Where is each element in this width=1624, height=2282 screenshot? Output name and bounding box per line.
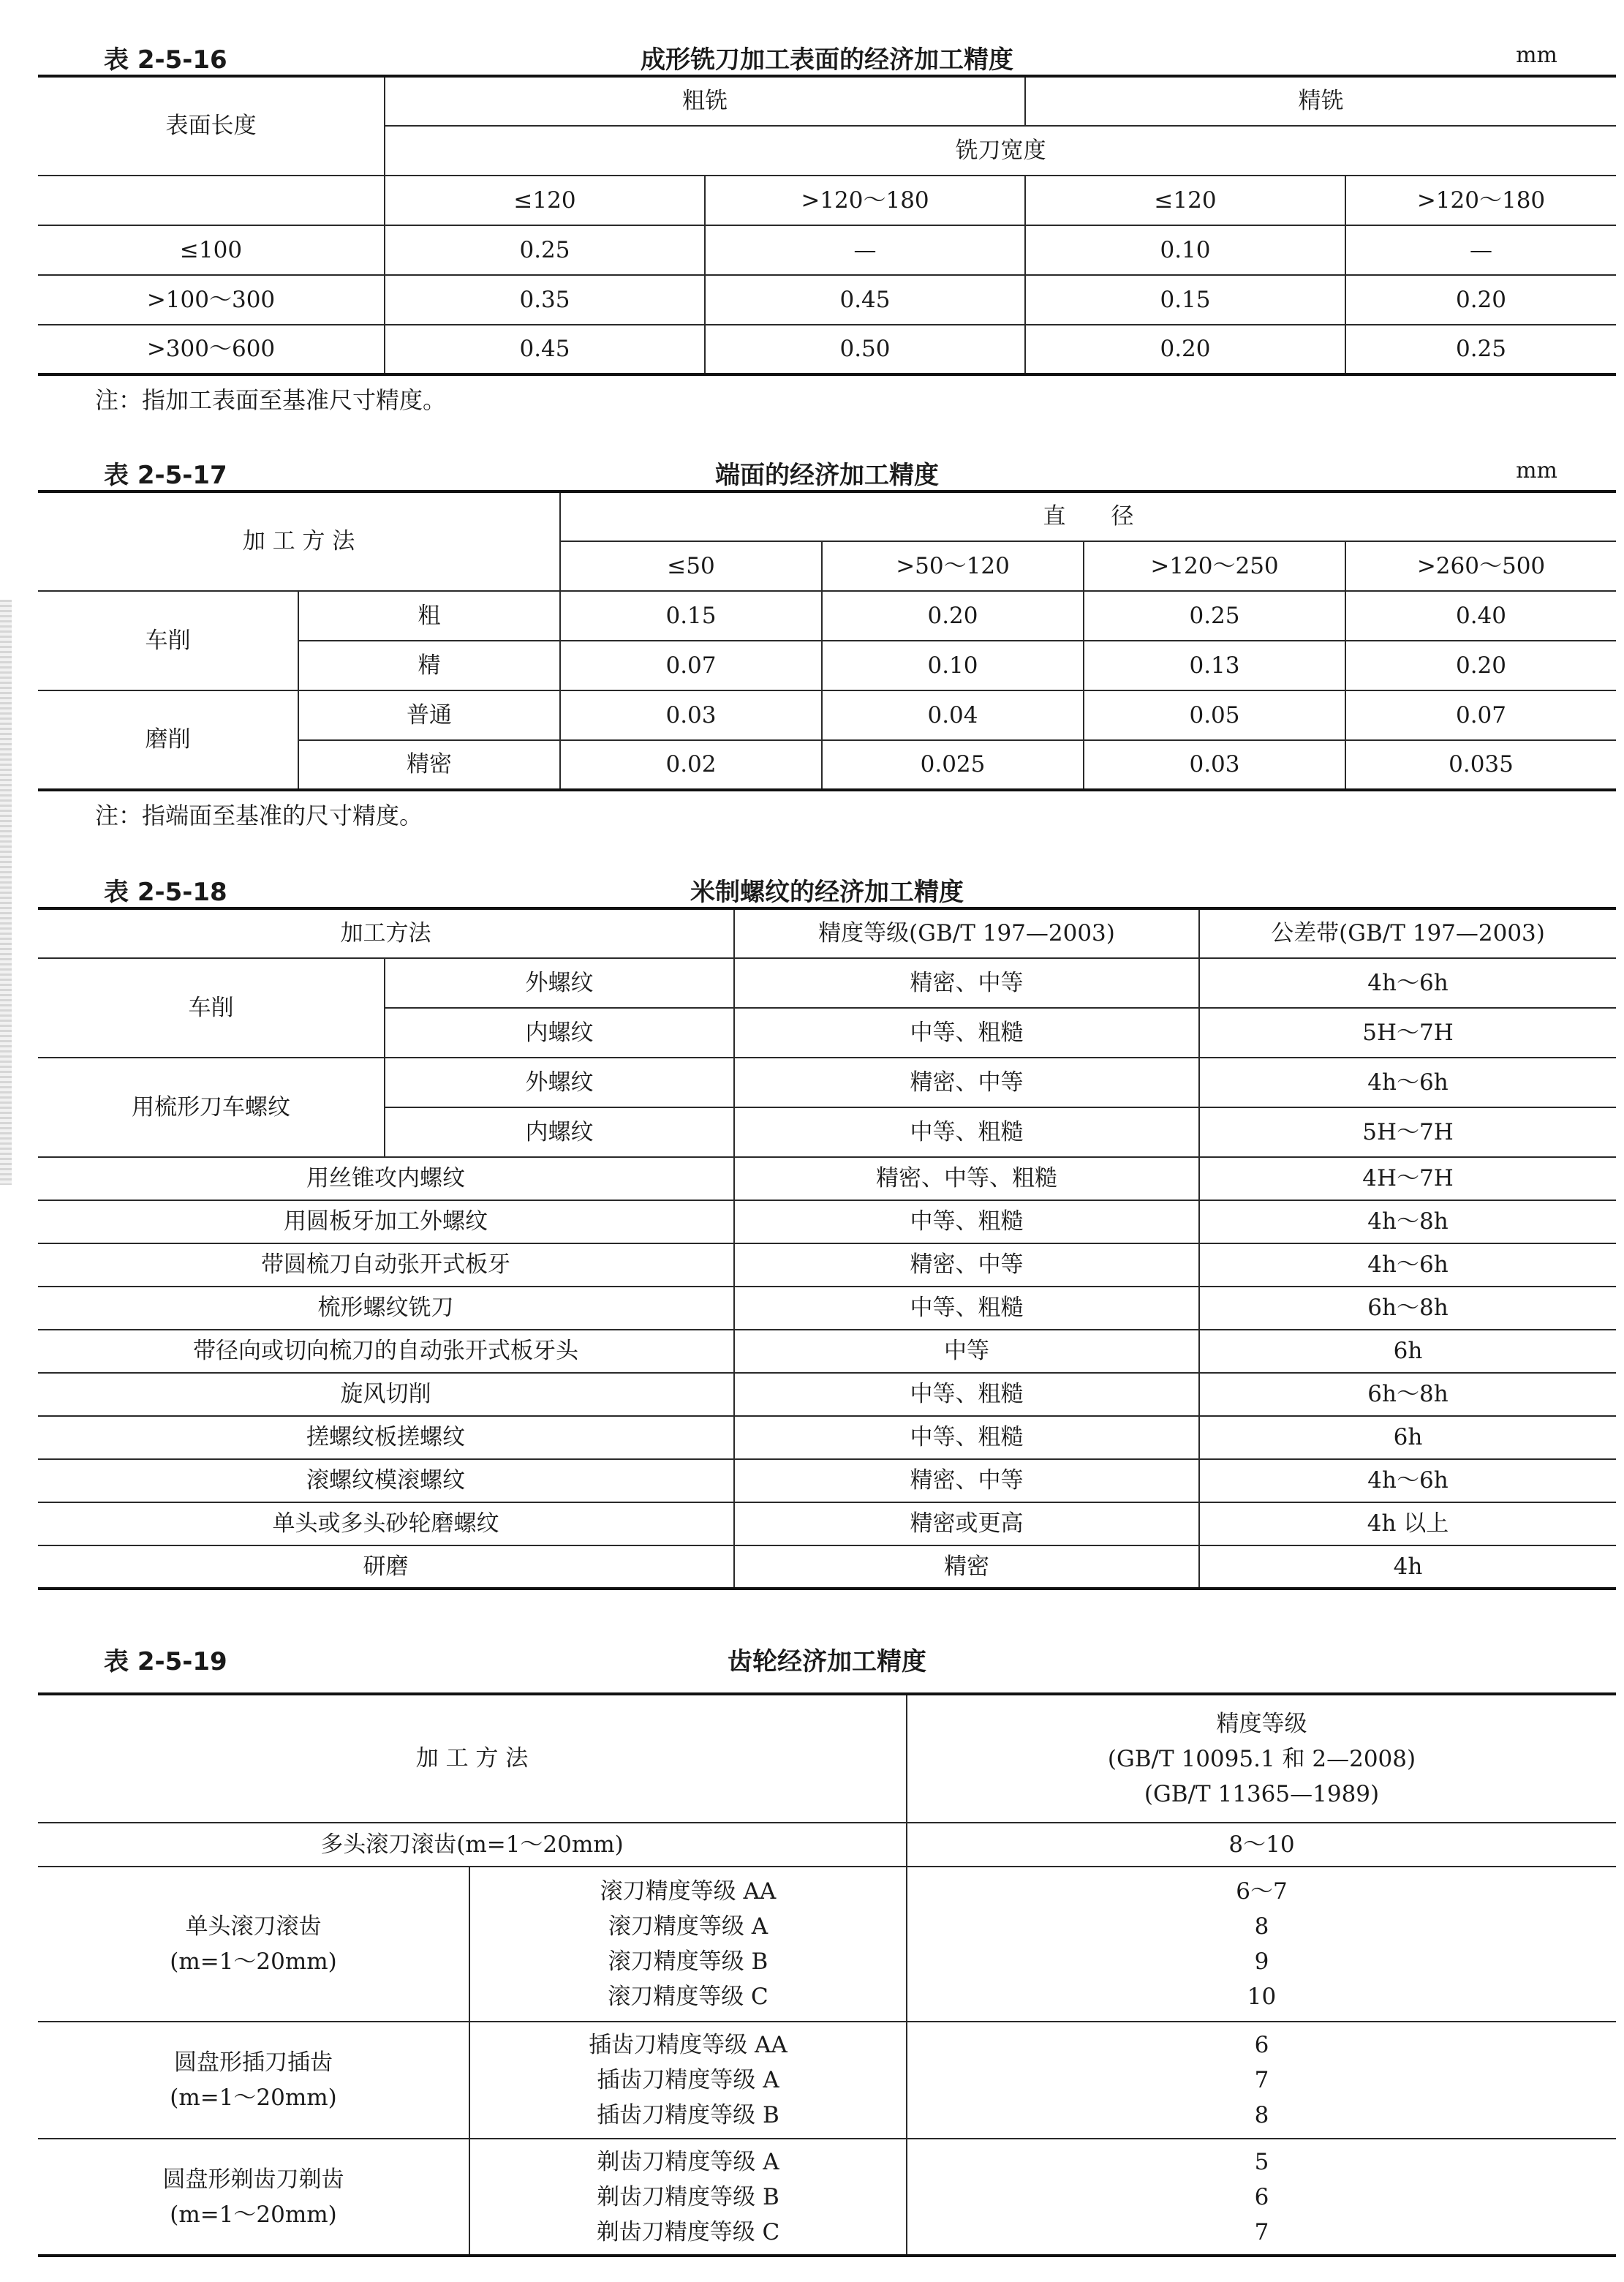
list-item: 插齿刀精度等级 AA xyxy=(589,2032,788,2058)
header-tolerance: 公差带(GB/T 197—2003) xyxy=(1199,908,1616,958)
table-row xyxy=(38,2022,1616,2139)
table-cell: 6h～8h xyxy=(1199,1373,1616,1416)
group-grades xyxy=(907,2022,1616,2139)
table-unit: mm xyxy=(1516,42,1557,68)
group-hob-single xyxy=(38,1867,469,2022)
table-cell: 0.035 xyxy=(1345,740,1616,790)
table-row xyxy=(38,1459,1616,1502)
table-title: 端面的经济加工精度 xyxy=(715,461,939,490)
header-method: 加工方法 xyxy=(38,908,734,958)
table-cell: 0.10 xyxy=(822,641,1084,690)
table-cell: — xyxy=(705,225,1025,275)
table-row xyxy=(38,1502,1616,1545)
table-cell: 4h 以上 xyxy=(1199,1502,1616,1545)
table-cell: 0.15 xyxy=(560,591,822,641)
list-item: 8 xyxy=(1254,1913,1269,1940)
header-grade-line: 精度等级 xyxy=(1216,1710,1307,1737)
table-cell: 带圆梳刀自动张开式板牙 xyxy=(38,1243,734,1287)
table-caption xyxy=(38,1640,1616,1676)
group-grinding: 磨削 xyxy=(38,690,298,790)
table-row xyxy=(38,275,1616,325)
list-item: 剃齿刀精度等级 B xyxy=(597,2183,779,2210)
header-fine-milling: 精铣 xyxy=(1025,76,1616,126)
table-cell: 中等、粗糙 xyxy=(734,1287,1199,1330)
table-caption xyxy=(38,38,1616,75)
page-edge-shadow xyxy=(0,600,12,1185)
table-cell: 中等、粗糙 xyxy=(734,1008,1199,1058)
table-title: 米制螺纹的经济加工精度 xyxy=(690,878,964,907)
table-cell: 搓螺纹板搓螺纹 xyxy=(38,1416,734,1459)
table-row xyxy=(38,1157,1616,1200)
table-cell: 4h～6h xyxy=(1199,1243,1616,1287)
list-item: 6 xyxy=(1254,2183,1269,2210)
table-cell: 4h～6h xyxy=(1199,958,1616,1008)
table-2-5-19 xyxy=(38,1692,1616,2257)
table-cell: 6h xyxy=(1199,1330,1616,1373)
subheader-cell: ≤120 xyxy=(385,176,705,225)
table-cell: 精密、中等 xyxy=(734,958,1199,1008)
table-row xyxy=(38,1330,1616,1373)
table-cell: 精密、中等 xyxy=(734,1459,1199,1502)
table-cell: 4h～6h xyxy=(1199,1459,1616,1502)
table-2-5-19-section xyxy=(38,1640,1616,2257)
group-grades xyxy=(907,2139,1616,2256)
table-row xyxy=(38,225,1616,275)
table-2-5-18-section xyxy=(38,870,1616,1590)
group-name-line: (m=1～20mm) xyxy=(170,2085,337,2111)
table-cell: — xyxy=(1345,225,1616,275)
group-turning: 车削 xyxy=(38,958,385,1058)
table-number: 表 2-5-18 xyxy=(104,878,227,907)
header-grade-line: (GB/T 10095.1 和 2—2008) xyxy=(1107,1745,1416,1772)
table-cell: 旋风切削 xyxy=(38,1373,734,1416)
group-turning: 车削 xyxy=(38,591,298,690)
table-row xyxy=(38,1373,1616,1416)
table-cell: 0.20 xyxy=(1025,325,1345,374)
table-row xyxy=(38,325,1616,374)
table-cell: 0.025 xyxy=(822,740,1084,790)
table-cell: 0.35 xyxy=(385,275,705,325)
table-cell: 8～10 xyxy=(907,1823,1616,1867)
list-item: 滚刀精度等级 AA xyxy=(600,1878,777,1905)
table-cell: 精密或更高 xyxy=(734,1502,1199,1545)
subheader-cell: >50～120 xyxy=(822,541,1084,591)
table-cell: 中等、粗糙 xyxy=(734,1200,1199,1243)
table-row xyxy=(38,690,1616,740)
list-item: 插齿刀精度等级 B xyxy=(597,2102,779,2128)
table-cell: 用圆板牙加工外螺纹 xyxy=(38,1200,734,1243)
table-title: 成形铣刀加工表面的经济加工精度 xyxy=(641,45,1013,75)
group-shaving-cutter xyxy=(38,2139,469,2256)
subheader-cell: >260～500 xyxy=(1345,541,1616,591)
group-name-line: (m=1～20mm) xyxy=(170,1948,337,1975)
table-cell: 0.40 xyxy=(1345,591,1616,641)
header-cutter-width: 铣刀宽度 xyxy=(385,126,1616,176)
header-diameter: 直 径 xyxy=(560,492,1616,541)
table-cell: 多头滚刀滚齿(m=1～20mm) xyxy=(38,1823,907,1867)
subheader-cell: ≤50 xyxy=(560,541,822,591)
group-items xyxy=(469,2022,907,2139)
table-row xyxy=(38,1243,1616,1287)
table-2-5-18 xyxy=(38,907,1616,1590)
table-cell: 中等、粗糙 xyxy=(734,1373,1199,1416)
table-row xyxy=(38,1867,1616,2022)
list-item: 滚刀精度等级 B xyxy=(608,1948,768,1975)
table-row xyxy=(38,1287,1616,1330)
table-2-5-16-section xyxy=(38,38,1616,415)
table-cell: 外螺纹 xyxy=(385,1058,734,1107)
table-cell: 精 xyxy=(298,641,560,690)
list-item: 7 xyxy=(1254,2218,1269,2245)
subheader-cell: >120～180 xyxy=(1345,176,1616,225)
table-cell: 6h～8h xyxy=(1199,1287,1616,1330)
table-cell: >300～600 xyxy=(38,325,385,374)
table-cell: 0.20 xyxy=(1345,275,1616,325)
subheader-cell: >120～250 xyxy=(1084,541,1345,591)
table-cell: 0.03 xyxy=(560,690,822,740)
list-item: 10 xyxy=(1247,1984,1277,2010)
table-caption xyxy=(38,453,1616,490)
table-row xyxy=(38,591,1616,641)
table-cell: 4h xyxy=(1199,1545,1616,1589)
table-cell: 0.07 xyxy=(1345,690,1616,740)
header-grade xyxy=(907,1694,1616,1823)
table-cell: 用丝锥攻内螺纹 xyxy=(38,1157,734,1200)
header-grade: 精度等级(GB/T 197—2003) xyxy=(734,908,1199,958)
table-cell: 普通 xyxy=(298,690,560,740)
list-item: 滚刀精度等级 C xyxy=(608,1984,768,2010)
table-cell: 6h xyxy=(1199,1416,1616,1459)
table-cell: 内螺纹 xyxy=(385,1008,734,1058)
table-cell: 4h～6h xyxy=(1199,1058,1616,1107)
header-method: 加 工 方 法 xyxy=(38,1694,907,1823)
table-cell: 粗 xyxy=(298,591,560,641)
table-row xyxy=(38,1416,1616,1459)
table-cell: 0.13 xyxy=(1084,641,1345,690)
list-item: 7 xyxy=(1254,2067,1269,2093)
group-grades xyxy=(907,1867,1616,2022)
table-cell: 精密 xyxy=(298,740,560,790)
table-cell xyxy=(38,176,385,225)
table-cell: 中等、粗糙 xyxy=(734,1107,1199,1157)
table-2-5-16 xyxy=(38,75,1616,376)
group-name-line: 单头滚刀滚齿 xyxy=(185,1913,322,1940)
header-grade-line: (GB/T 11365—1989) xyxy=(1144,1780,1380,1807)
table-cell: 0.07 xyxy=(560,641,822,690)
header-surface-length: 表面长度 xyxy=(38,76,385,176)
list-item: 剃齿刀精度等级 A xyxy=(597,2148,779,2175)
group-name-line: 圆盘形剃齿刀剃齿 xyxy=(162,2166,344,2193)
list-item: 插齿刀精度等级 A xyxy=(597,2067,779,2093)
subheader-cell: >120～180 xyxy=(705,176,1025,225)
group-items xyxy=(469,1867,907,2022)
list-item: 8 xyxy=(1254,2102,1269,2128)
table-cell: 外螺纹 xyxy=(385,958,734,1008)
list-item: 剃齿刀精度等级 C xyxy=(596,2218,780,2245)
table-number: 表 2-5-17 xyxy=(104,461,227,490)
table-cell: 0.03 xyxy=(1084,740,1345,790)
list-item: 滚刀精度等级 A xyxy=(608,1913,768,1940)
table-cell: 0.25 xyxy=(385,225,705,275)
table-title: 齿轮经济加工精度 xyxy=(728,1647,926,1676)
group-items xyxy=(469,2139,907,2256)
table-row xyxy=(38,1058,1616,1107)
table-row xyxy=(38,2139,1616,2256)
table-cell: 0.20 xyxy=(822,591,1084,641)
header-method: 加 工 方 法 xyxy=(38,492,560,591)
table-cell: 精密 xyxy=(734,1545,1199,1589)
table-cell: 0.10 xyxy=(1025,225,1345,275)
group-comb-cutter: 用梳形刀车螺纹 xyxy=(38,1058,385,1157)
table-unit: mm xyxy=(1516,458,1557,483)
table-cell: 4H～7H xyxy=(1199,1157,1616,1200)
group-shaper-cutter xyxy=(38,2022,469,2139)
table-cell: 单头或多头砂轮磨螺纹 xyxy=(38,1502,734,1545)
table-cell: 0.25 xyxy=(1345,325,1616,374)
table-caption xyxy=(38,870,1616,907)
table-cell: 滚螺纹模滚螺纹 xyxy=(38,1459,734,1502)
table-cell: 中等 xyxy=(734,1330,1199,1373)
table-2-5-17-section xyxy=(38,453,1616,831)
table-cell: 0.45 xyxy=(385,325,705,374)
table-cell: 中等、粗糙 xyxy=(734,1416,1199,1459)
header-rough-milling: 粗铣 xyxy=(385,76,1025,126)
table-cell: 内螺纹 xyxy=(385,1107,734,1157)
table-cell: 精密、中等 xyxy=(734,1058,1199,1107)
table-cell: ≤100 xyxy=(38,225,385,275)
table-cell: 0.04 xyxy=(822,690,1084,740)
table-cell: 4h～8h xyxy=(1199,1200,1616,1243)
subheader-cell: ≤120 xyxy=(1025,176,1345,225)
list-item: 9 xyxy=(1254,1948,1269,1975)
table-cell: 0.50 xyxy=(705,325,1025,374)
group-name-line: (m=1～20mm) xyxy=(170,2201,337,2228)
table-cell: 0.45 xyxy=(705,275,1025,325)
list-item: 6～7 xyxy=(1236,1878,1288,1905)
table-number: 表 2-5-19 xyxy=(104,1647,227,1676)
table-cell: 精密、中等 xyxy=(734,1243,1199,1287)
table-cell: 5H～7H xyxy=(1199,1107,1616,1157)
table-cell: 5H～7H xyxy=(1199,1008,1616,1058)
table-cell: 0.02 xyxy=(560,740,822,790)
group-name-line: 圆盘形插刀插齿 xyxy=(174,2049,333,2076)
table-note: 注：指加工表面至基准尺寸精度。 xyxy=(95,386,447,414)
table-row xyxy=(38,1823,1616,1867)
table-cell: 0.25 xyxy=(1084,591,1345,641)
table-row xyxy=(38,1545,1616,1589)
table-cell: 0.15 xyxy=(1025,275,1345,325)
table-number: 表 2-5-16 xyxy=(104,45,227,75)
list-item: 5 xyxy=(1254,2148,1269,2175)
table-cell: 0.20 xyxy=(1345,641,1616,690)
list-item: 6 xyxy=(1254,2032,1269,2058)
table-cell: 精密、中等、粗糙 xyxy=(734,1157,1199,1200)
table-cell: 0.05 xyxy=(1084,690,1345,740)
table-cell: >100～300 xyxy=(38,275,385,325)
table-cell: 研磨 xyxy=(38,1545,734,1589)
table-cell: 带径向或切向梳刀的自动张开式板牙头 xyxy=(38,1330,734,1373)
table-row xyxy=(38,958,1616,1008)
table-2-5-17 xyxy=(38,490,1616,791)
table-row xyxy=(38,1200,1616,1243)
table-note: 注：指端面至基准的尺寸精度。 xyxy=(95,802,423,829)
table-cell: 梳形螺纹铣刀 xyxy=(38,1287,734,1330)
